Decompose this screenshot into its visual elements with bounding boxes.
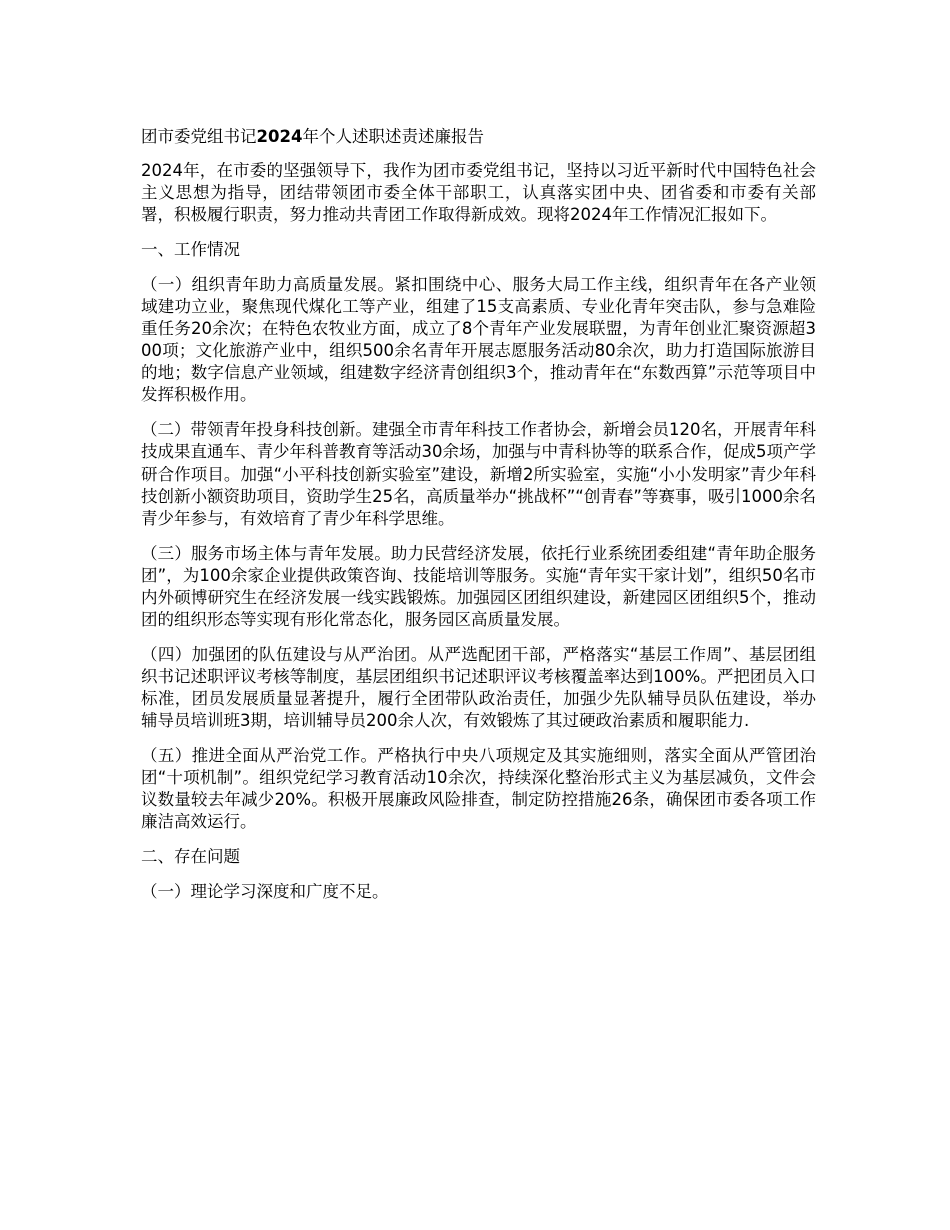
paragraph-item-1: （一）组织青年助力高质量发展。紧扣围绕中心、服务大局工作主线，组织青年在各产业领域建功立业，聚焦现代煤化工等产业，组建了15支高素质、专业化青年突击队，参与急难险重任务20余次；在特色农牧业方面，成立了8个青年产业发展联盟，为青年创业汇聚资源超300项；文化旅游产业中，组织500余名青年开展志愿服务活动80余次，助力打造国际旅游目的地；数字信息产业领域，组建数字经济青创组织3个，推动青年在“东数西算”示范等项目中发挥积极作用。 [141, 274, 816, 405]
section-heading-problems: 二、存在问题 [141, 847, 240, 867]
section-heading-work-status: 一、工作情况 [141, 240, 240, 260]
title-suffix: 年个人述职述责述廉报告 [302, 127, 484, 146]
intro-paragraph: 2024年，在市委的坚强领导下，我作为团市委党组书记，坚持以习近平新时代中国特色社会主义思想为指导，团结带领团市委全体干部职工，认真落实团中央、团省委和市委有关部署，积极履行职责，努力推动共青团工作取得新成效。现将2024年工作情况汇报如下。 [141, 161, 816, 225]
paragraph-item-3: （三）服务市场主体与青年发展。助力民营经济发展，依托行业系统团委组建“青年助企服务团”，为100余家企业提供政策咨询、技能培训等服务。实施“青年实干家计划”，组织50名市内外硕博研究生在经济发展一线实践锻炼。加强园区团组织建设，新建园区团组织5个，推动团的组织形态等实现有形化常态化，服务园区高质量发展。 [141, 543, 816, 629]
paragraph-item-2: （二）带领青年投身科技创新。建强全市青年科技工作者协会，新增会员120名，开展青年科技成果直通车、青少年科普教育等活动30余场，加强与中青科协等的联系合作，促成5项产学研合作项目。加强“小平科技创新实验室”建设，新增2所实验室，实施“小小发明家”青少年科技创新小额资助项目，资助学生25名，高质量举办“挑战杯”“创青春”等赛事，吸引1000余名青少年参与，有效培育了青少年科学思维。 [141, 420, 816, 528]
document-page [141, 126, 816, 916]
document-title [141, 126, 816, 148]
title-prefix: 团市委党组书记 [141, 127, 257, 146]
paragraph-item-5: （五）推进全面从严治党工作。严格执行中央八项规定及其实施细则，落实全面从严管团治团“十项机制”。组织党纪学习教育活动10余次，持续深化整治形式主义为基层减负，文件会议数量较去年减少20%。积极开展廉政风险排查，制定防控措施26条，确保团市委各项工作廉洁高效运行。 [141, 745, 816, 832]
title-year: 2024 [256, 127, 303, 146]
problem-item-1: （一）理论学习深度和广度不足。 [141, 882, 389, 901]
paragraph-item-4: （四）加强团的队伍建设与从严治团。从严选配团干部，严格落实“基层工作周”、基层团组织书记述职评议考核等制度，基层团组织书记述职评议考核覆盖率达到100%。严把团员入口标准，团员发展质量显著提升，履行全团带队政治责任，加强少先队辅导员队伍建设，举办辅导员培训班3期，培训辅导员200余人次，有效锻炼了其过硬政治素质和履职能力. [141, 644, 816, 731]
